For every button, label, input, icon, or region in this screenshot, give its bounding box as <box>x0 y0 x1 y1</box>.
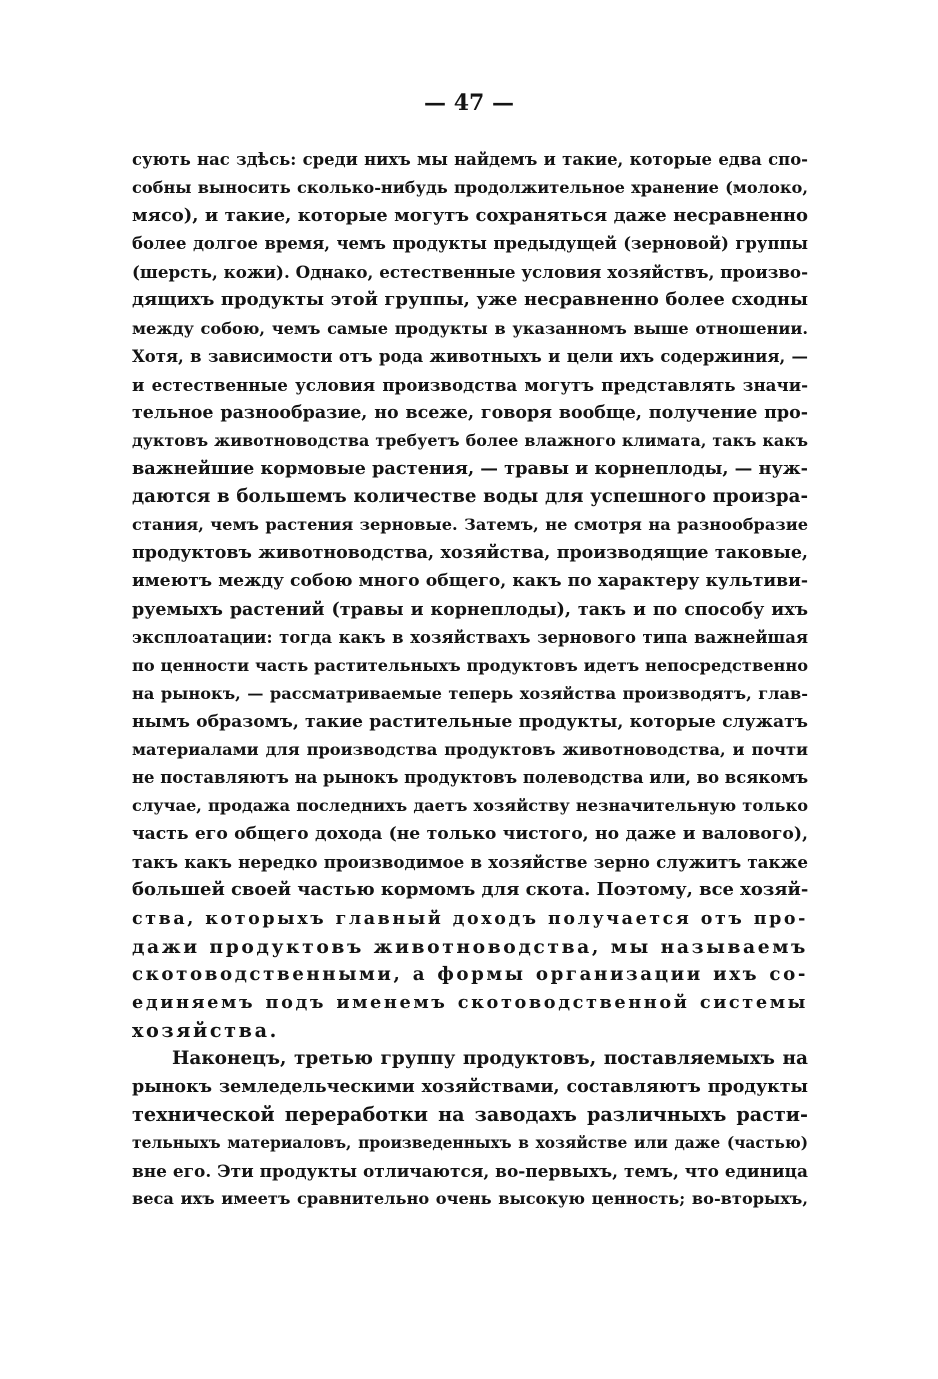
text-line: даются в большемъ количестве воды для успешного произра- <box>132 486 808 508</box>
text-line: часть его общего дохода (не только чистого, но даже и валового), <box>132 824 808 845</box>
text-line: большей своей частью кормомъ для скота. Поэтому, все хозяй- <box>132 879 808 901</box>
text-line-emphasis: скотоводственными, а формы организации ихъ со- <box>132 963 808 985</box>
text-line: дуктовъ животноводства требуетъ более влажного климата, такъ какъ <box>132 430 808 450</box>
text-line: стания, чемъ растения зерновые. Затемъ, не смотря на разнообразие <box>132 515 808 535</box>
text-line-emphasis: ства, которыхъ главный доходъ получается отъ про- <box>132 908 808 929</box>
text-line: тельныхъ материаловъ, произведенныхъ в хозяйстве или даже (частью) <box>132 1133 808 1153</box>
text-line: материалами для производства продуктовъ животноводства, и почти <box>132 739 808 759</box>
text-line: случае, продажа последнихъ даетъ хозяйству незначительную только <box>132 796 808 816</box>
text-line: нымъ образомъ, такие растительные продукты, которые служатъ <box>132 711 808 732</box>
text-line: по ценности часть растительныхъ продуктовъ идетъ непосредственно <box>132 655 808 675</box>
text-line: продуктовъ животноводства, хозяйства, производящие таковые, <box>132 543 808 564</box>
text-line: между собою, чемъ самые продукты в указанномъ выше отношении. <box>132 318 808 338</box>
text-line-emphasis: дажи продуктовъ животноводства, мы называемъ <box>132 935 808 958</box>
text-line: имеютъ между собою много общего, какъ по характеру культиви- <box>132 571 808 592</box>
text-line: такъ какъ нередко производимое в хозяйстве зерно служитъ также <box>132 852 808 873</box>
text-line: дящихъ продукты этой группы, уже несравненно более сходны <box>132 289 808 311</box>
text-line: тельное разнообразие, но всеже, говоря вообще, получение про- <box>132 402 808 423</box>
text-line: эксплоатации: тогда какъ в хозяйствахъ зернового типа важнейшая <box>132 627 808 647</box>
text-line: мясо), и такие, которые могутъ сохраняться даже несравненно <box>132 205 808 227</box>
text-line-emphasis: хозяйства. <box>132 1018 279 1042</box>
text-line: руемыхъ растений (травы и корнеплоды), такъ и по способу ихъ <box>132 599 808 620</box>
text-line: и естественные условия производства могутъ представлять значи- <box>132 374 808 395</box>
text-line: технической переработки на заводахъ различныхъ расти- <box>132 1103 808 1127</box>
text-line: более долгое время, чемъ продукты предыдущей (зерновой) группы <box>132 234 808 254</box>
text-line: веса ихъ имеетъ сравнительно очень высокую ценность; во-вторыхъ, <box>132 1189 808 1209</box>
page-number: — 47 — <box>424 90 514 116</box>
text-line: рынокъ земледельческими хозяйствами, составляютъ продукты <box>132 1077 808 1098</box>
text-line: собны выносить сколько-нибудь продолжительное хранение (молоко, <box>132 178 808 198</box>
body-text <box>132 146 808 1214</box>
text-line: на рынокъ, — рассматриваемые теперь хозяйства производятъ, глав- <box>132 683 808 703</box>
text-line: важнейшие кормовые растения, — травы и корнеплоды, — нуж- <box>132 458 808 480</box>
text-line-emphasis: единяемъ подъ именемъ скотоводственной системы <box>132 991 808 1013</box>
paragraph-start-line: Наконецъ, третью группу продуктовъ, поставляемыхъ на <box>172 1048 808 1069</box>
text-line: вне его. Эти продукты отличаются, во-первыхъ, темъ, что единица <box>132 1161 808 1182</box>
text-line: (шерсть, кожи). Однако, естественные условия хозяйствъ, произво- <box>132 262 808 283</box>
text-line: Хотя, в зависимости отъ рода животныхъ и цели ихъ содержиния, — <box>132 346 808 366</box>
text-line: не поставляютъ на рынокъ продуктовъ полеводства или, во всякомъ <box>132 768 808 788</box>
text-line: сують нас здѣсь: среди нихъ мы найдемъ и такие, которые едва спо- <box>132 150 808 169</box>
